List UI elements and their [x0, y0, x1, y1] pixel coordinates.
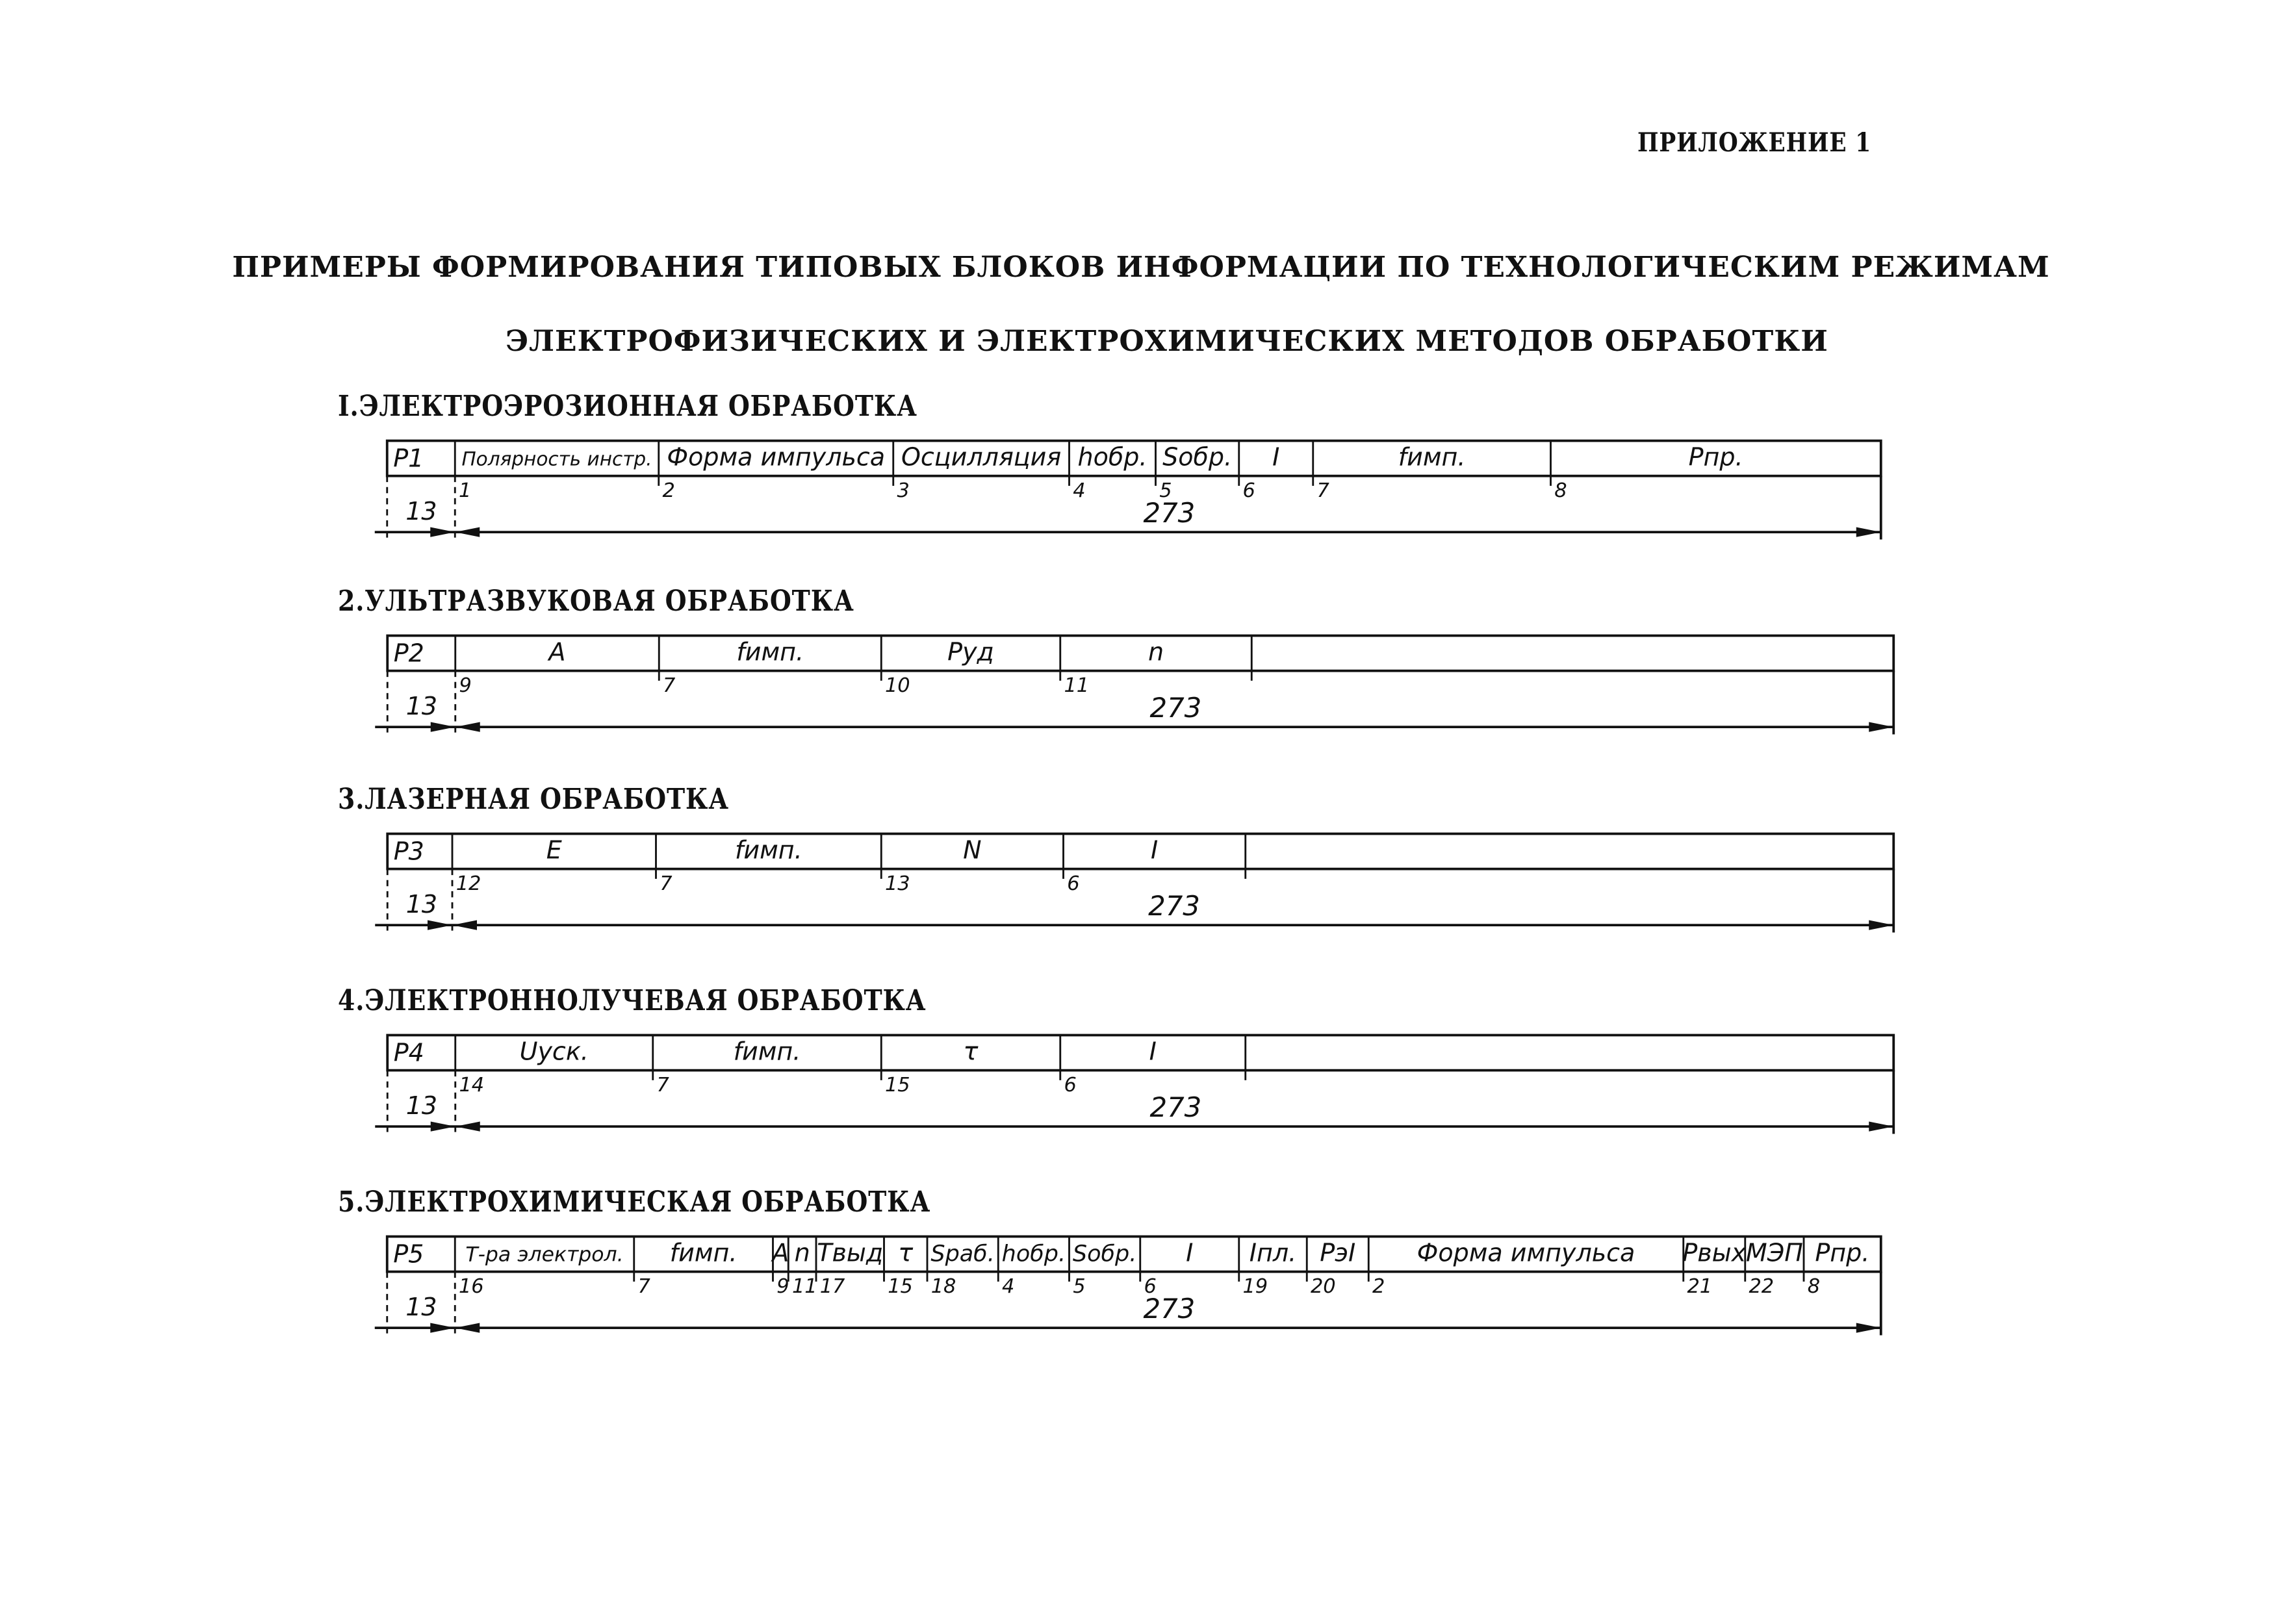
- field-number: 4: [1073, 479, 1086, 502]
- field-number: 6: [1242, 479, 1255, 502]
- section-heading: 2.УЛЬТРАЗВУКОВАЯ ОБРАБОТКА: [338, 585, 854, 618]
- arrow-right: [1869, 1122, 1893, 1132]
- field-label: Sраб.: [930, 1241, 995, 1267]
- arrow-code-end: [431, 722, 455, 732]
- field-number: 6: [1067, 872, 1080, 895]
- field-label: РэI: [1320, 1238, 1356, 1267]
- block-code-label: Р2: [393, 639, 424, 668]
- field-label: fимп.: [669, 1238, 737, 1267]
- field-label: I: [1272, 442, 1280, 472]
- field-number: 7: [656, 1073, 669, 1097]
- block-code-label: Р5: [393, 1239, 424, 1269]
- section-heading: I.ЭЛЕКТРОЭРОЗИОННАЯ ОБРАБОТКА: [338, 390, 917, 423]
- field-number: 22: [1749, 1275, 1775, 1298]
- field-label: τ: [898, 1238, 914, 1267]
- field-label: fимп.: [1398, 442, 1466, 472]
- field-label: fимп.: [736, 637, 804, 666]
- arrow-right: [1869, 722, 1893, 732]
- left-dimension-label: 13: [405, 497, 437, 526]
- field-label: Рпр.: [1688, 442, 1743, 472]
- section-heading: 4.ЭЛЕКТРОННОЛУЧЕВАЯ ОБРАБОТКА: [338, 984, 927, 1017]
- arrow-right: [1869, 920, 1893, 930]
- field-label: fимп.: [733, 1037, 801, 1066]
- section-heading: 5.ЭЛЕКТРОХИМИЧЕСКАЯ ОБРАБОТКА: [338, 1186, 931, 1219]
- total-dimension-label: 273: [1149, 1091, 1202, 1123]
- field-label: n: [794, 1238, 810, 1267]
- section-heading: 3.ЛАЗЕРНАЯ ОБРАБОТКА: [338, 783, 729, 816]
- arrow-code-end: [430, 1323, 455, 1333]
- field-number: 7: [660, 872, 673, 895]
- arrow-left: [452, 920, 477, 930]
- arrow-code-end: [430, 527, 455, 537]
- field-label: Форма импульса: [667, 442, 886, 472]
- field-label: Sобр.: [1072, 1241, 1137, 1267]
- field-number: 18: [930, 1275, 956, 1298]
- page-title-line-2: ЭЛЕКТРОФИЗИЧЕСКИХ И ЭЛЕКТРОХИМИЧЕСКИХ МЕТОДОВ ОБРАБОТКИ: [506, 325, 1828, 358]
- field-number: 2: [662, 479, 675, 502]
- info-block-diagram: [338, 1029, 1949, 1146]
- arrow-left: [455, 722, 480, 732]
- field-number: 7: [662, 674, 676, 697]
- field-label: Рвых: [1682, 1238, 1747, 1267]
- field-number: 16: [458, 1275, 484, 1298]
- field-label: Sобр.: [1162, 442, 1233, 472]
- field-label: A: [548, 637, 566, 666]
- field-label: МЭП: [1745, 1238, 1803, 1267]
- info-block-diagram: [338, 435, 1949, 552]
- info-block-diagram: [338, 629, 1949, 746]
- field-label: Рпр.: [1815, 1238, 1870, 1267]
- page-title-line-1: ПРИМЕРЫ ФОРМИРОВАНИЯ ТИПОВЫХ БЛОКОВ ИНФОРМАЦИИ ПО ТЕХНОЛОГИЧЕСКИМ РЕЖИМАМ: [232, 251, 2050, 284]
- block-svg: [338, 828, 1949, 951]
- field-number: 5: [1073, 1275, 1086, 1298]
- field-label: I: [1151, 835, 1159, 865]
- field-number: 10: [884, 674, 910, 697]
- field-label: N: [963, 835, 982, 865]
- block-code-label: Р1: [393, 444, 424, 473]
- field-label: Tвыд: [817, 1238, 884, 1267]
- field-label: hобр.: [1001, 1241, 1066, 1267]
- appendix-label: ПРИЛОЖЕНИЕ 1: [1637, 127, 1872, 158]
- field-number: 20: [1310, 1275, 1336, 1298]
- field-label: n: [1147, 637, 1164, 666]
- left-dimension-label: 13: [405, 890, 438, 919]
- block-code-label: Р4: [393, 1038, 424, 1067]
- field-label: fимп.: [735, 835, 802, 865]
- block-svg: [338, 435, 1936, 558]
- left-dimension-label: 13: [405, 1091, 438, 1121]
- field-number: 1: [458, 479, 472, 502]
- field-label: Форма импульса: [1417, 1238, 1635, 1267]
- field-row-frame: [387, 636, 1893, 671]
- field-label: Т-ра электрол.: [465, 1243, 624, 1267]
- arrow-right: [1856, 1323, 1881, 1333]
- field-label: Руд: [947, 637, 994, 666]
- left-dimension-label: 13: [405, 1293, 437, 1322]
- total-dimension-label: 273: [1143, 1292, 1196, 1325]
- field-number: 11: [1064, 674, 1090, 697]
- field-number: 2: [1372, 1275, 1385, 1298]
- total-dimension-label: 273: [1149, 691, 1202, 724]
- field-number: 15: [884, 1073, 910, 1097]
- field-number: 9: [776, 1275, 789, 1298]
- arrow-right: [1856, 527, 1881, 537]
- field-number: 3: [897, 479, 910, 502]
- field-label: Iпл.: [1249, 1238, 1297, 1267]
- total-dimension-label: 273: [1148, 889, 1200, 922]
- field-label: E: [546, 835, 562, 865]
- field-number: 6: [1144, 1275, 1157, 1298]
- block-svg: [338, 629, 1949, 753]
- field-number: 21: [1687, 1275, 1713, 1298]
- block-code-label: Р3: [393, 837, 424, 866]
- field-label: Uуск.: [519, 1037, 589, 1066]
- field-label: Полярность инстр.: [461, 448, 652, 470]
- section-electron-beam: [338, 984, 1949, 1146]
- field-number: 9: [459, 674, 472, 697]
- arrow-code-end: [431, 1122, 455, 1132]
- field-number: 5: [1159, 479, 1172, 502]
- section-electrochemical: [338, 1186, 1949, 1347]
- block-svg: [338, 1230, 1936, 1354]
- info-block-diagram: [338, 1230, 1949, 1347]
- field-number: 7: [1316, 479, 1329, 502]
- field-label: I: [1186, 1238, 1194, 1267]
- arrow-code-end: [428, 920, 452, 930]
- info-block-diagram: [338, 828, 1949, 945]
- field-number: 12: [455, 872, 481, 895]
- field-label: I: [1149, 1037, 1157, 1066]
- block-svg: [338, 1029, 1949, 1152]
- field-number: 4: [1001, 1275, 1015, 1298]
- field-number: 8: [1554, 479, 1567, 502]
- field-label: Осцилляция: [901, 442, 1062, 472]
- section-ultrasonic: [338, 585, 1949, 746]
- field-number: 11: [791, 1275, 817, 1298]
- field-number: 8: [1807, 1275, 1821, 1298]
- section-laser: [338, 783, 1949, 945]
- field-number: 13: [884, 872, 910, 895]
- field-label: hобр.: [1077, 442, 1147, 472]
- field-row-frame: [387, 834, 1893, 869]
- field-number: 19: [1242, 1275, 1268, 1298]
- total-dimension-label: 273: [1143, 496, 1196, 529]
- field-number: 7: [637, 1275, 650, 1298]
- left-dimension-label: 13: [405, 692, 438, 721]
- field-label: A: [772, 1238, 789, 1267]
- field-label: τ: [963, 1037, 979, 1066]
- field-number: 17: [819, 1275, 845, 1298]
- field-row-frame: [387, 1035, 1893, 1071]
- arrow-left: [455, 527, 480, 537]
- section-electroerosion: [338, 390, 1949, 552]
- field-number: 14: [459, 1073, 485, 1097]
- arrow-left: [455, 1323, 480, 1333]
- field-number: 15: [888, 1275, 913, 1298]
- field-number: 6: [1064, 1073, 1077, 1097]
- arrow-left: [455, 1122, 480, 1132]
